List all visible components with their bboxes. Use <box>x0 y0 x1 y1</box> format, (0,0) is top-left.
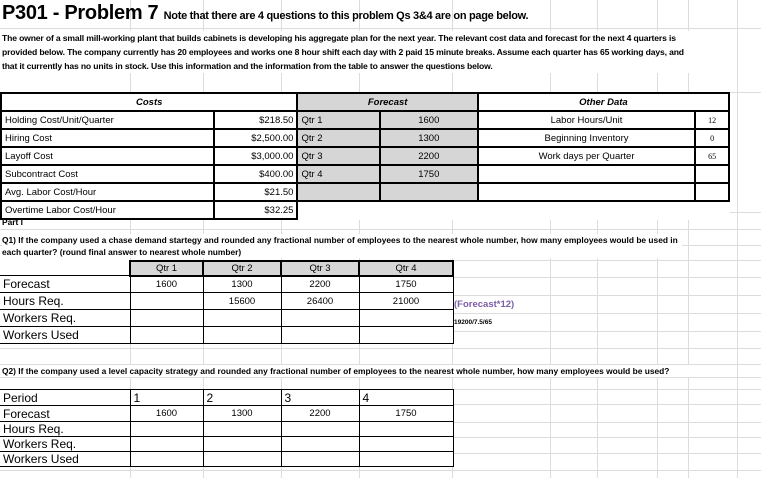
empty-cell[interactable] <box>0 261 130 276</box>
table-row <box>0 310 453 327</box>
grid-column-line <box>737 0 738 478</box>
table-row <box>1 201 729 219</box>
answer-cell[interactable] <box>130 422 203 437</box>
cost-value[interactable]: $21.50 <box>214 183 297 201</box>
other-label[interactable]: Labor Hours/Unit <box>478 111 695 129</box>
forecast-value[interactable]: 1750 <box>380 165 478 183</box>
answer-cell[interactable] <box>203 452 281 467</box>
forecast-quarter[interactable]: Qtr 3 <box>297 147 379 165</box>
cost-label[interactable]: Holding Cost/Unit/Quarter <box>1 111 214 129</box>
answer-cell[interactable] <box>359 327 453 344</box>
answer-cell[interactable]: 2 <box>203 390 281 406</box>
answer-cell[interactable] <box>203 310 281 327</box>
row-label[interactable]: Hours Req. <box>0 293 130 310</box>
grid-row-line <box>0 229 761 230</box>
answer-cell[interactable] <box>203 422 281 437</box>
row-label[interactable]: Forecast <box>0 406 130 422</box>
answer-cell[interactable]: 26400 <box>281 293 359 310</box>
quarter-header[interactable]: Qtr 1 <box>130 261 203 276</box>
other-value[interactable]: 65 <box>695 147 729 165</box>
page-title <box>2 2 528 25</box>
answer-cell[interactable] <box>281 310 359 327</box>
cost-label[interactable]: Layoff Cost <box>1 147 214 165</box>
other-value[interactable] <box>695 165 729 183</box>
table-row <box>0 390 453 406</box>
grid-row-line <box>0 348 761 349</box>
answer-cell[interactable]: 4 <box>359 390 453 406</box>
answer-cell[interactable] <box>281 437 359 452</box>
answer-cell[interactable]: 1600 <box>130 276 203 293</box>
title-text: P301 - Problem 7 <box>2 2 159 24</box>
row-label[interactable]: Workers Req. <box>0 310 130 327</box>
cost-value[interactable]: $32.25 <box>214 201 297 219</box>
row-label[interactable]: Hours Req. <box>0 422 130 437</box>
intro-paragraph: The owner of a small mill-working plant that builds cabinets is developing his aggregate plan for the next year. The relevant cost data and forecast for the next 4 quarters is provided below. The company currently has 20 employees and works one 8 hour shift each day with 2 paid 15 minute breaks. Assume each quarter has 65 working days, and that it currently has no units in stock. Use this information and the information from the table to answer the questions below. <box>2 31 692 73</box>
forecast-value[interactable]: 1300 <box>380 129 478 147</box>
answer-cell[interactable]: 3 <box>281 390 359 406</box>
row-label[interactable]: Workers Used <box>0 327 130 344</box>
answer-cell[interactable] <box>203 437 281 452</box>
costs-header[interactable]: Costs <box>1 93 297 111</box>
answer-cell[interactable] <box>130 310 203 327</box>
answer-cell[interactable] <box>130 293 203 310</box>
answer-cell[interactable] <box>203 327 281 344</box>
answer-cell[interactable]: 21000 <box>359 293 453 310</box>
empty-cell[interactable] <box>297 201 729 219</box>
cost-label[interactable]: Subcontract Cost <box>1 165 214 183</box>
quarter-header[interactable]: Qtr 3 <box>281 261 359 276</box>
grid-row-line <box>0 470 761 471</box>
table-row <box>1 147 729 165</box>
hours-formula-note: (Forecast*12) <box>454 299 515 310</box>
other-data-header[interactable]: Other Data <box>478 93 729 111</box>
header-row <box>1 93 729 111</box>
other-value[interactable] <box>695 183 729 201</box>
cost-value[interactable]: $2,500.00 <box>214 129 297 147</box>
other-label[interactable]: Beginning Inventory <box>478 129 695 147</box>
forecast-quarter[interactable]: Qtr 2 <box>297 129 379 147</box>
answer-cell[interactable] <box>359 422 453 437</box>
answer-cell[interactable] <box>281 422 359 437</box>
other-label[interactable]: Work days per Quarter <box>478 147 695 165</box>
other-label[interactable] <box>478 183 695 201</box>
answer-cell[interactable] <box>281 327 359 344</box>
table-row <box>0 406 453 422</box>
cost-label[interactable]: Avg. Labor Cost/Hour <box>1 183 214 201</box>
answer-cell[interactable]: 15600 <box>203 293 281 310</box>
quarter-header[interactable]: Qtr 2 <box>203 261 281 276</box>
header-row <box>0 261 453 276</box>
answer-cell[interactable]: 1300 <box>203 406 281 422</box>
cost-label[interactable]: Overtime Labor Cost/Hour <box>1 201 214 219</box>
table-row <box>0 276 453 293</box>
answer-cell[interactable]: 1600 <box>130 406 203 422</box>
forecast-quarter[interactable]: Qtr 1 <box>297 111 379 129</box>
table-row <box>0 437 453 452</box>
answer-cell[interactable] <box>130 327 203 344</box>
answer-cell[interactable]: 1 <box>130 390 203 406</box>
data-table <box>0 92 730 220</box>
table-row <box>1 111 729 129</box>
forecast-value[interactable] <box>380 183 478 201</box>
q1-table <box>0 260 454 344</box>
row-label[interactable]: Period <box>0 390 130 406</box>
answer-cell[interactable] <box>359 437 453 452</box>
forecast-quarter[interactable]: Qtr 4 <box>297 165 379 183</box>
cost-value[interactable]: $218.50 <box>214 111 297 129</box>
row-label[interactable]: Workers Req. <box>0 437 130 452</box>
table-row <box>0 452 453 467</box>
answer-cell[interactable]: 1750 <box>359 406 453 422</box>
answer-cell[interactable]: 1300 <box>203 276 281 293</box>
q2-table <box>0 389 454 467</box>
quarter-header[interactable]: Qtr 4 <box>359 261 453 276</box>
cost-label[interactable]: Hiring Cost <box>1 129 214 147</box>
grid-row-line <box>0 377 761 378</box>
q1-text: Q1) If the company used a chase demand startegy and rounded any fractional number of employees to the nearest whole number, how many employees would be used in each quarter? (round final answer to nearest whole number) <box>2 234 682 258</box>
cost-value[interactable]: $3,000.00 <box>214 147 297 165</box>
table-row <box>0 327 453 344</box>
other-value[interactable]: 0 <box>695 129 729 147</box>
q2-text: Q2) If the company used a level capacity strategy and rounded any fractional number of employees to the nearest whole number, how many employees would be used? <box>2 365 692 377</box>
answer-cell[interactable] <box>130 437 203 452</box>
forecast-header[interactable]: Forecast <box>297 93 477 111</box>
workers-formula-note: 19200/7.5/65 <box>454 319 492 326</box>
row-label[interactable]: Forecast <box>0 276 130 293</box>
row-label[interactable]: Workers Used <box>0 452 130 467</box>
table-row <box>1 183 729 201</box>
answer-cell[interactable] <box>130 452 203 467</box>
forecast-value[interactable]: 2200 <box>380 147 478 165</box>
answer-cell[interactable] <box>359 310 453 327</box>
table-row <box>1 129 729 147</box>
forecast-value[interactable]: 1600 <box>380 111 478 129</box>
table-row <box>1 165 729 183</box>
answer-cell[interactable]: 2200 <box>281 406 359 422</box>
other-value[interactable]: 12 <box>695 111 729 129</box>
table-row <box>0 293 453 310</box>
table-row <box>0 422 453 437</box>
grid-row-line <box>0 28 761 29</box>
cost-value[interactable]: $400.00 <box>214 165 297 183</box>
other-label[interactable] <box>478 165 695 183</box>
answer-cell[interactable]: 1750 <box>359 276 453 293</box>
answer-cell[interactable]: 2200 <box>281 276 359 293</box>
answer-cell[interactable] <box>281 452 359 467</box>
part-label: Part I <box>2 217 23 227</box>
answer-cell[interactable] <box>359 452 453 467</box>
forecast-quarter[interactable] <box>297 183 379 201</box>
title-note: Note that there are 4 questions to this problem Qs 3&4 are on page below. <box>163 10 529 22</box>
